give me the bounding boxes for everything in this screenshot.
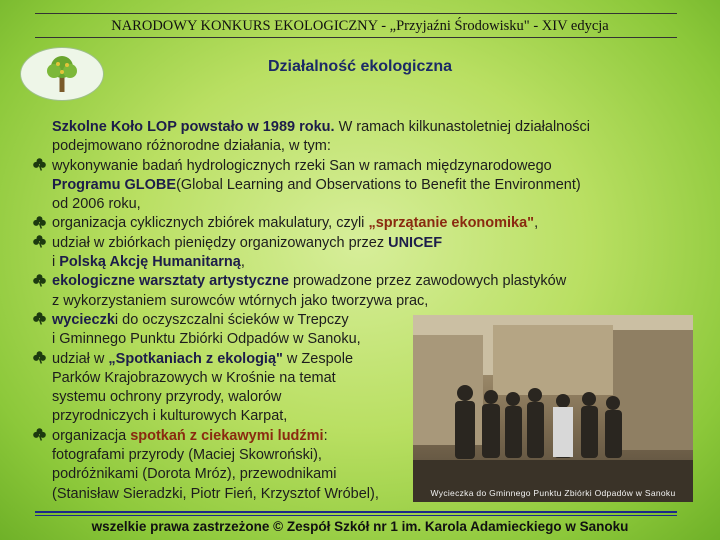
intro-bold: Szkolne Koło LOP powstało w 1989 roku. <box>52 119 335 135</box>
meetings-ecology-highlight: „Spotkaniach z ekologią" <box>108 350 283 367</box>
clover-bullet-icon <box>33 351 46 364</box>
item-unicef-line-2 <box>52 253 672 272</box>
clover-bullet-icon <box>33 158 46 171</box>
item-workshops-line-2: z wykorzystaniem surowców wtórnych jako tworzywa prac, <box>52 292 429 309</box>
people-prefix: organizacja <box>52 427 131 444</box>
item-paper-highlight: „sprzątanie ekonomika" <box>368 215 535 232</box>
footer-rule-thin <box>35 515 677 516</box>
clover-bullet-icon <box>33 312 46 325</box>
item-people-line-3: podróżnikami (Dorota Mróz), przewodnikami <box>52 466 337 483</box>
unicef-name: UNICEF <box>388 234 443 251</box>
intro-line-2: podejmowano różnorodne działania, w tym: <box>52 138 331 155</box>
item-unicef-line-1 <box>52 234 672 253</box>
photo-caption: Wycieczka do Gminnego Punktu Zbiórki Odpadów w Sanoku <box>430 488 676 498</box>
clover-bullet-icon <box>33 235 46 248</box>
clover-bullet-icon <box>33 428 46 441</box>
trips-text: i do oczyszczalni ścieków w Trepczy <box>114 311 349 328</box>
photo-recycling-trip <box>413 315 693 502</box>
trips-highlight: wycieczk <box>52 311 115 328</box>
header-title: NARODOWY KONKURS EKOLOGICZNY - „Przyjaźni Środowisku" - XIV edycja <box>111 18 609 34</box>
item-unicef-text: udział w zbiórkach pieniędzy organizowanych przez <box>52 234 389 251</box>
header-rule-top <box>35 13 677 14</box>
workshops-text: prowadzone przez zawodowych plastyków <box>288 273 567 290</box>
item-people-line-4: (Stanisław Sieradzki, Piotr Fień, Krzysztof Wróbel), <box>52 485 379 502</box>
item-people-line-2: fotografami przyrody (Maciej Skowroński), <box>52 447 322 464</box>
clover-bullet-icon <box>33 274 46 287</box>
meetings-ecology-prefix: udział w <box>52 350 109 367</box>
item-paper-collection <box>52 214 672 233</box>
item-globe-line-3: od 2006 roku, <box>52 196 141 213</box>
globe-program-name: Programu GLOBE <box>52 176 177 193</box>
item-meetings-ecology-line-4: przyrodniczych i kulturowych Karpat, <box>52 408 288 425</box>
item-paper-punct: , <box>534 215 539 232</box>
footer-copyright: wszelkie prawa zastrzeżone © Zespół Szkół nr 1 im. Karola Adamieckiego w Sanoku <box>91 519 629 534</box>
item-globe-line-1: wykonywanie badań hydrologicznych rzeki San w ramach międzynarodowego <box>52 157 552 174</box>
item-meetings-ecology-line-3: systemu ochrony przyrody, walorów <box>52 389 282 406</box>
intro-line-1 <box>52 118 672 137</box>
item-pah-punct: , <box>240 254 245 271</box>
meetings-ecology-suffix: w Zespole <box>282 350 354 367</box>
globe-program-desc: (Global Learning and Observations to Benefit the Environment) <box>176 176 581 193</box>
item-paper-text: organizacja cyklicznych zbiórek makulatury, czyli <box>52 215 369 232</box>
intro-rest: W ramach kilkunastoletniej działalności <box>334 119 591 135</box>
clover-bullet-icon <box>33 216 46 229</box>
pah-name: Polską Akcję Humanitarną <box>59 254 241 271</box>
footer-rule <box>35 511 677 513</box>
workshops-highlight: ekologiczne warsztaty artystyczne <box>52 273 289 290</box>
header-rule-bottom <box>35 37 677 38</box>
item-globe-line-2 <box>52 176 672 195</box>
section-title: Działalność ekologiczna <box>267 58 453 75</box>
photo-scene <box>413 315 693 502</box>
item-trips-line-2: i Gminnego Punktu Zbiórki Odpadów w Sanoku, <box>52 331 361 348</box>
item-workshops-line-1 <box>52 272 672 291</box>
item-pah-prefix: i <box>52 254 60 271</box>
people-highlight: spotkań z ciekawymi ludźmi <box>130 427 324 444</box>
item-meetings-ecology-line-2: Parków Krajobrazowych w Krośnie na temat <box>52 369 336 386</box>
people-punct: : <box>323 427 328 444</box>
